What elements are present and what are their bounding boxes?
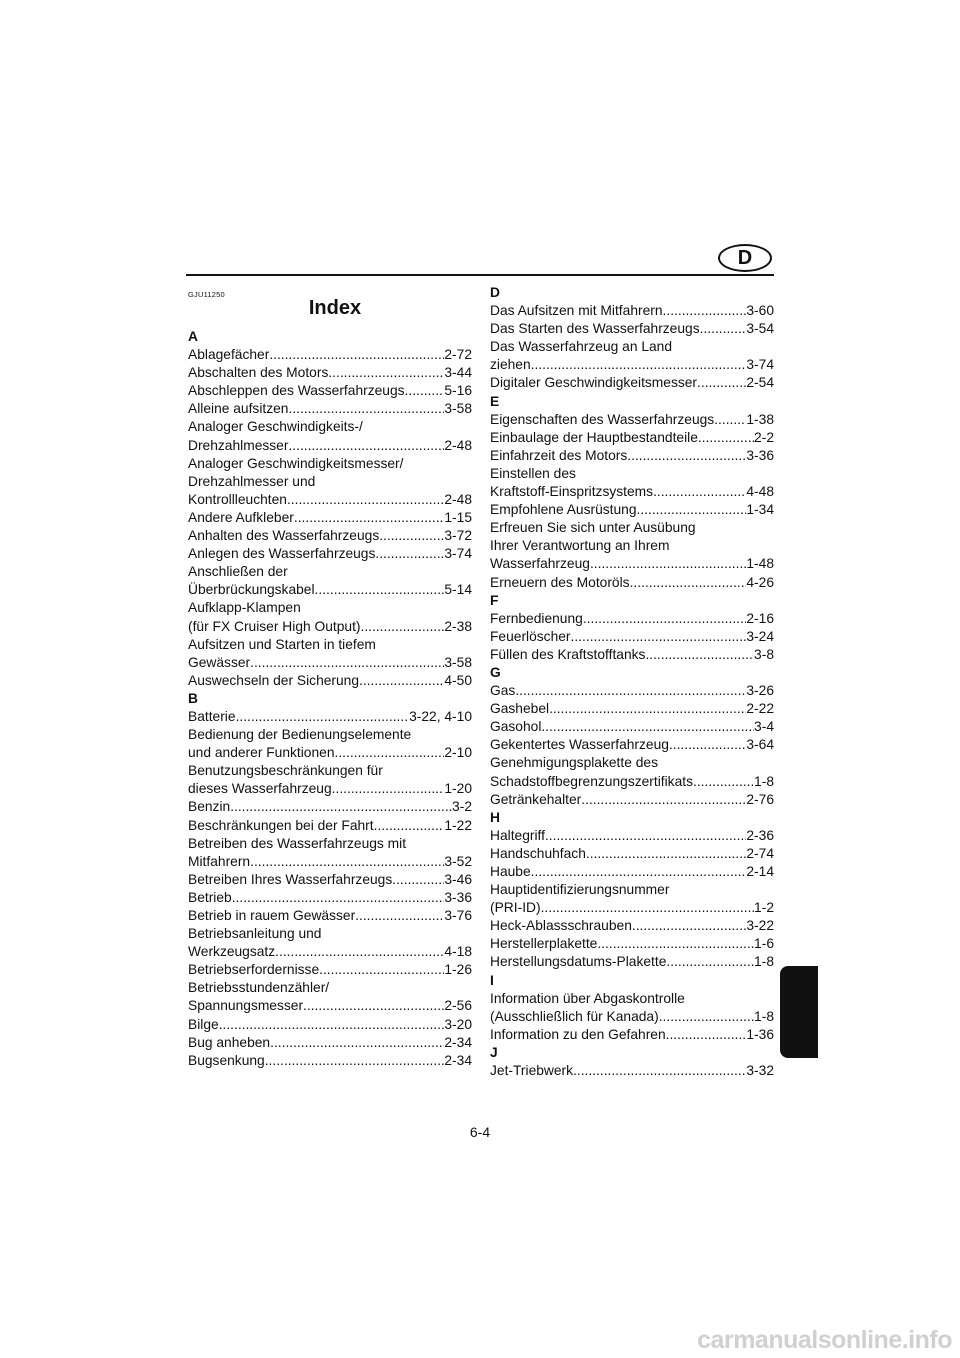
entry-text: Fernbedienung xyxy=(490,610,583,626)
dot-leader xyxy=(219,1016,445,1034)
entry-page: 1-36 xyxy=(746,1026,774,1042)
index-entry xyxy=(490,374,774,392)
dot-leader xyxy=(294,509,445,527)
entry-text: Betriebsanleitung und xyxy=(188,926,322,942)
index-entry xyxy=(188,889,472,907)
dot-leader xyxy=(269,346,444,364)
entry-text: Anlegen des Wasserfahrzeugs xyxy=(188,546,376,562)
entry-text: Erneuern des Motoröls xyxy=(490,574,630,590)
index-entry xyxy=(188,563,472,599)
index-entry xyxy=(490,863,774,881)
entry-text: Digitaler Geschwindigkeitsmesser xyxy=(490,375,698,391)
index-entry xyxy=(490,519,774,573)
dot-leader xyxy=(581,791,746,809)
entry-text: Drehzahlmesser xyxy=(188,437,289,453)
entry-text: Das Aufsitzen mit Mitfahrern xyxy=(490,303,663,319)
index-entry xyxy=(490,881,774,917)
index-entry xyxy=(490,628,774,646)
index-column-right xyxy=(490,284,774,1080)
dot-leader xyxy=(374,817,445,835)
entry-text: Beschränkungen bei der Fahrt xyxy=(188,817,374,833)
entry-page: 3-2 xyxy=(452,799,472,815)
index-entry xyxy=(188,1016,472,1034)
entry-text: Ablagefächer xyxy=(188,347,270,363)
dot-leader xyxy=(700,320,747,338)
entry-page: 1-34 xyxy=(746,502,774,518)
dot-leader xyxy=(630,574,747,592)
dot-leader xyxy=(270,1034,444,1052)
entry-text: Empfohlene Ausrüstung xyxy=(490,502,637,518)
index-letter: F xyxy=(490,592,499,608)
entry-page: 2-74 xyxy=(746,845,774,861)
index-entry xyxy=(490,700,774,718)
entry-page: 4-50 xyxy=(444,672,472,688)
index-entry xyxy=(490,302,774,320)
language-badge xyxy=(718,244,772,272)
entry-page: 3-8 xyxy=(754,646,774,662)
index-entry xyxy=(490,574,774,592)
dot-leader xyxy=(359,672,444,690)
index-entry xyxy=(490,429,774,447)
index-entry xyxy=(188,636,472,672)
entry-page: 3-32 xyxy=(746,1063,774,1079)
entry-text: Ihrer Verantwortung an Ihrem xyxy=(490,538,670,554)
entry-page: 2-22 xyxy=(746,701,774,717)
index-entry xyxy=(490,990,774,1026)
dot-leader xyxy=(693,773,754,791)
entry-text: Analoger Geschwindigkeitsmesser/ xyxy=(188,455,404,471)
index-entry xyxy=(188,798,472,816)
entry-page: 3-74 xyxy=(444,546,472,562)
entry-text: Herstellerplakette xyxy=(490,936,598,952)
index-entry xyxy=(490,501,774,519)
index-entry xyxy=(188,871,472,889)
index-entry xyxy=(490,791,774,809)
entry-text: dieses Wasserfahrzeug xyxy=(188,781,332,797)
entry-page: 1-8 xyxy=(754,954,774,970)
index-entry xyxy=(188,762,472,798)
dot-leader xyxy=(663,302,747,320)
entry-text: Betrieb in rauem Gewässer xyxy=(188,908,356,923)
index-letter: I xyxy=(490,972,494,988)
dot-leader xyxy=(328,364,444,382)
index-entry xyxy=(490,447,774,465)
dot-leader xyxy=(531,863,747,881)
index-entry xyxy=(188,382,472,400)
dot-leader xyxy=(714,411,746,429)
entry-page: 2-48 xyxy=(444,491,472,507)
entry-text: Mitfahrern xyxy=(188,853,251,869)
dot-leader xyxy=(637,501,747,519)
entry-text: (Ausschließlich für Kanada) xyxy=(490,1008,659,1024)
entry-page: 2-2 xyxy=(754,429,774,445)
entry-text: Einstellen des xyxy=(490,465,576,481)
entry-page: 3-64 xyxy=(746,737,774,753)
entry-text: Batterie xyxy=(188,708,236,724)
dot-leader xyxy=(515,682,746,700)
entry-page: 2-72 xyxy=(444,347,472,363)
dot-leader xyxy=(541,899,754,917)
entry-text: Einbaulage der Hauptbestandteile xyxy=(490,429,698,445)
index-entry xyxy=(490,736,774,754)
entry-text: Bugsenkung xyxy=(188,1052,265,1068)
dot-leader xyxy=(232,889,445,907)
index-entry xyxy=(490,718,774,736)
entry-text: Kraftstoff-Einspritzsystems xyxy=(490,484,654,500)
dot-leader xyxy=(653,483,746,501)
index-entry xyxy=(188,455,472,509)
entry-page: 3-4 xyxy=(754,719,774,735)
index-column-left xyxy=(188,328,472,1070)
entry-page: 1-8 xyxy=(754,773,774,789)
entry-page: 2-48 xyxy=(444,437,472,453)
entry-text: (für FX Cruiser High Output) xyxy=(188,618,361,634)
dot-leader xyxy=(541,718,754,736)
entry-page: 2-56 xyxy=(444,998,472,1014)
dot-leader xyxy=(355,907,444,925)
dot-leader xyxy=(583,610,747,628)
dot-leader xyxy=(250,853,444,871)
dot-leader xyxy=(379,527,444,545)
dot-leader xyxy=(303,997,444,1015)
index-entry xyxy=(188,672,472,690)
dot-leader xyxy=(392,871,444,889)
dot-leader xyxy=(597,935,754,953)
dot-leader xyxy=(265,1052,445,1070)
dot-leader xyxy=(230,798,452,816)
dot-leader xyxy=(335,744,445,762)
entry-text: Haltegriff xyxy=(490,827,545,843)
index-letter: H xyxy=(490,809,500,825)
header-rule xyxy=(186,274,774,276)
entry-page: 5-14 xyxy=(444,582,472,598)
index-entry xyxy=(188,708,472,726)
entry-page: 3-22, 4-10 xyxy=(409,708,472,724)
entry-text: Das Starten des Wasserfahrzeugs xyxy=(490,321,700,337)
dot-leader xyxy=(659,1008,754,1026)
entry-text: Überbrückungskabel xyxy=(188,582,315,598)
dot-leader xyxy=(573,1062,746,1080)
entry-page: 3-22 xyxy=(746,918,774,934)
dot-leader xyxy=(531,356,747,374)
entry-text: Heck-Ablassschrauben xyxy=(490,918,632,934)
dot-leader xyxy=(698,429,754,447)
index-entry xyxy=(490,754,774,790)
index-entry xyxy=(490,1026,774,1044)
dot-leader xyxy=(332,780,445,798)
entry-text: Information zu den Gefahren xyxy=(490,1026,666,1042)
index-entry xyxy=(490,935,774,953)
index-entry xyxy=(188,1034,472,1052)
dot-leader xyxy=(236,708,410,726)
index-letter: J xyxy=(490,1044,498,1060)
index-entry xyxy=(490,610,774,628)
entry-page: 3-20 xyxy=(444,1016,472,1032)
entry-text: Getränkehalter xyxy=(490,791,582,807)
entry-text: Einfahrzeit des Motors xyxy=(490,447,628,463)
index-entry xyxy=(188,418,472,454)
entry-text: Gekentertes Wasserfahrzeug xyxy=(490,737,669,753)
entry-text: Herstellungsdatums-Plakette xyxy=(490,954,667,970)
watermark: carmanualsonline.info xyxy=(697,1326,952,1354)
entry-text: Bedienung der Bedienungselemente xyxy=(188,727,412,743)
index-letter: E xyxy=(490,393,500,409)
entry-page: 3-36 xyxy=(444,889,472,905)
entry-page: 4-18 xyxy=(444,944,472,960)
entry-text: Spannungsmesser xyxy=(188,998,304,1014)
dot-leader xyxy=(632,917,747,935)
entry-text: Betreiben Ihres Wasserfahrzeugs xyxy=(188,871,393,887)
entry-page: 1-48 xyxy=(746,556,774,572)
entry-page: 3-74 xyxy=(746,357,774,373)
entry-page: 2-34 xyxy=(444,1034,472,1050)
language-label: D xyxy=(737,246,753,269)
index-letter: G xyxy=(490,664,501,680)
dot-leader xyxy=(288,437,444,455)
entry-page: 3-58 xyxy=(444,654,472,670)
dot-leader xyxy=(250,654,444,672)
index-entry xyxy=(490,411,774,429)
entry-text: Kontrollleuchten xyxy=(188,491,287,507)
entry-text: Werkzeugsatz xyxy=(188,944,276,960)
entry-page: 3-58 xyxy=(444,401,472,417)
entry-text: Abschalten des Motors xyxy=(188,365,329,381)
entry-page: 2-14 xyxy=(746,864,774,879)
entry-text: Hauptidentifizierungsnummer xyxy=(490,882,670,898)
entry-page: 3-72 xyxy=(444,528,472,544)
entry-text: Erfreuen Sie sich unter Ausübung xyxy=(490,520,696,536)
entry-text: Anhalten des Wasserfahrzeugs xyxy=(188,528,380,544)
entry-text: Benutzungsbeschränkungen für xyxy=(188,763,383,779)
dot-leader xyxy=(375,545,444,563)
index-entry xyxy=(188,364,472,382)
entry-page: 1-38 xyxy=(746,411,774,427)
index-entry xyxy=(188,961,472,979)
entry-text: Aufsitzen und Starten in tiefem xyxy=(188,636,376,652)
entry-text: Genehmigungsplakette des xyxy=(490,755,658,771)
entry-page: 1-8 xyxy=(754,1008,774,1024)
entry-page: 3-76 xyxy=(444,908,472,923)
entry-page: 1-22 xyxy=(444,817,472,833)
index-entry xyxy=(490,917,774,935)
entry-text: Analoger Geschwindigkeits-/ xyxy=(188,419,363,435)
entry-page: 1-15 xyxy=(444,509,472,525)
entry-text: Gewässer xyxy=(188,654,251,670)
entry-text: Auswechseln der Sicherung xyxy=(188,672,360,688)
dot-leader xyxy=(287,491,444,509)
section-thumb-tab xyxy=(780,966,818,1058)
entry-text: Das Wasserfahrzeug an Land xyxy=(490,339,673,355)
entry-text: Jet-Triebwerk xyxy=(490,1063,574,1079)
index-entry xyxy=(490,845,774,863)
entry-text: Aufklapp-Klampen xyxy=(188,600,301,616)
entry-page: 3-52 xyxy=(444,853,472,869)
entry-page: 2-38 xyxy=(444,618,472,634)
entry-page: 3-26 xyxy=(746,683,774,699)
entry-text: Haube xyxy=(490,864,531,879)
index-entry xyxy=(188,599,472,635)
entry-text: Feuerlöscher xyxy=(490,628,571,644)
entry-text: und anderer Funktionen xyxy=(188,745,335,761)
dot-leader xyxy=(319,961,444,979)
entry-text: Gasohol xyxy=(490,719,542,735)
dot-leader xyxy=(545,827,746,845)
entry-page: 2-36 xyxy=(746,827,774,843)
index-entry xyxy=(188,925,472,961)
index-entry xyxy=(188,907,472,925)
dot-leader xyxy=(666,953,754,971)
index-entry xyxy=(490,953,774,971)
dot-leader xyxy=(669,736,746,754)
entry-text: Bug anheben xyxy=(188,1034,271,1050)
index-letter: D xyxy=(490,285,500,300)
index-entry xyxy=(188,527,472,545)
dot-leader xyxy=(361,618,445,636)
index-entry xyxy=(490,827,774,845)
entry-page: 2-54 xyxy=(746,375,774,391)
entry-text: Betriebserfordernisse xyxy=(188,962,320,978)
entry-text: Abschleppen des Wasserfahrzeugs xyxy=(188,383,405,399)
dot-leader xyxy=(627,447,746,465)
entry-text: Andere Aufkleber xyxy=(188,509,294,525)
dot-leader xyxy=(697,374,746,392)
dot-leader xyxy=(666,1026,747,1044)
dot-leader xyxy=(549,700,746,718)
entry-text: Drehzahlmesser und xyxy=(188,473,316,489)
index-entry xyxy=(188,346,472,364)
index-entry xyxy=(490,320,774,338)
dot-leader xyxy=(586,845,746,863)
entry-page: 3-60 xyxy=(746,303,774,319)
index-entry xyxy=(188,545,472,563)
entry-text: Wasserfahrzeug xyxy=(490,556,590,572)
entry-page: 1-20 xyxy=(444,781,472,797)
entry-text: Gashebel xyxy=(490,701,550,717)
page-number: 6-4 xyxy=(469,1124,491,1140)
index-entry xyxy=(490,646,774,664)
entry-text: Eigenschaften des Wasserfahrzeugs xyxy=(490,411,715,427)
entry-page: 3-46 xyxy=(444,871,472,887)
index-entry xyxy=(188,817,472,835)
entry-text: Betriebsstundenzähler/ xyxy=(188,980,330,996)
entry-text: Bilge xyxy=(188,1016,219,1032)
entry-text: Füllen des Kraftstofftanks xyxy=(490,646,646,662)
index-entry xyxy=(188,726,472,762)
entry-page: 4-26 xyxy=(746,574,774,590)
index-entry xyxy=(188,1052,472,1070)
entry-text: Gas xyxy=(490,683,516,699)
entry-page: 2-34 xyxy=(444,1052,472,1068)
entry-page: 2-10 xyxy=(444,745,472,761)
entry-text: Information über Abgaskontrolle xyxy=(490,990,685,1006)
entry-page: 2-76 xyxy=(746,791,774,807)
entry-page: 1-6 xyxy=(754,936,774,952)
entry-text: (PRI-ID) xyxy=(490,900,541,916)
entry-page: 2-16 xyxy=(746,610,774,626)
entry-text: Handschuhfach xyxy=(490,845,586,861)
entry-page: 3-36 xyxy=(746,447,774,463)
entry-page: 1-2 xyxy=(754,900,774,916)
entry-text: Alleine aufsitzen xyxy=(188,401,289,417)
entry-text: Schadstoffbegrenzungszertifikats xyxy=(490,773,693,789)
dot-leader xyxy=(275,943,444,961)
index-entry xyxy=(188,835,472,871)
dot-leader xyxy=(405,382,445,400)
index-entry xyxy=(188,979,472,1015)
document-code: GJU11250 xyxy=(188,290,225,299)
page-title: Index xyxy=(308,297,362,319)
entry-page: 1-26 xyxy=(444,962,472,978)
entry-text: Betreiben des Wasserfahrzeugs mit xyxy=(188,835,407,851)
entry-text: ziehen xyxy=(490,357,531,373)
index-entry xyxy=(188,509,472,527)
dot-leader xyxy=(288,400,444,418)
index-entry xyxy=(490,338,774,374)
entry-page: 5-16 xyxy=(444,383,472,399)
index-entry xyxy=(188,400,472,418)
index-letter: A xyxy=(188,329,198,344)
entry-page: 3-24 xyxy=(746,628,774,644)
entry-text: Benzin xyxy=(188,799,231,815)
index-letter: B xyxy=(188,690,198,706)
entry-text: Betrieb xyxy=(188,889,232,905)
dot-leader xyxy=(590,555,746,573)
index-entry xyxy=(490,682,774,700)
entry-page: 4-48 xyxy=(746,484,774,500)
dot-leader xyxy=(645,646,754,664)
dot-leader xyxy=(315,581,445,599)
entry-text: Anschließen der xyxy=(188,564,288,580)
index-entry xyxy=(490,1062,774,1080)
entry-page: 3-54 xyxy=(746,321,774,337)
index-entry xyxy=(490,465,774,501)
entry-page: 3-44 xyxy=(444,365,472,381)
dot-leader xyxy=(571,628,747,646)
